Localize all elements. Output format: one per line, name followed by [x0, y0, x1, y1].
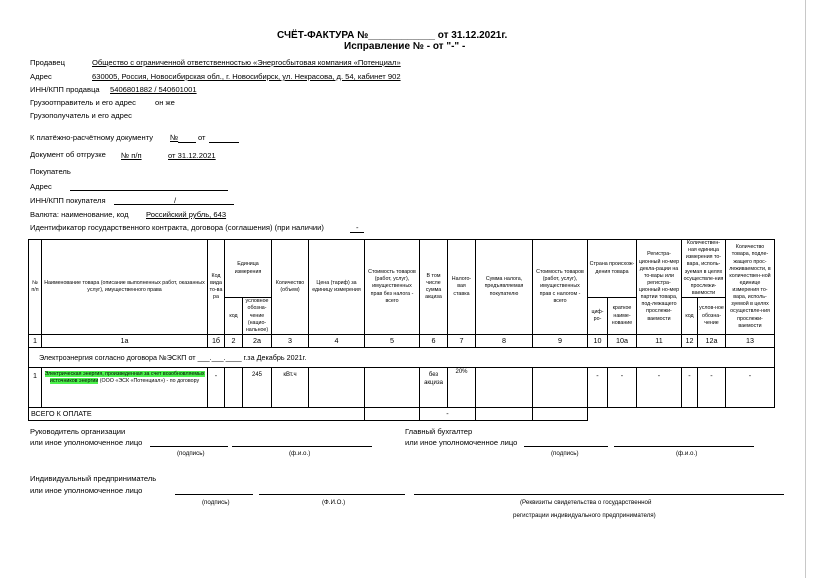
contract-value: - [356, 223, 359, 232]
col-number: 2 [225, 335, 243, 348]
seller-inn-label: ИНН/КПП продавца [30, 85, 100, 94]
row-cost-vat [533, 368, 588, 408]
col-number: 12 [682, 335, 698, 348]
col-number: 11 [637, 335, 682, 348]
col-number: 9 [533, 335, 588, 348]
section-title: Электроэнергия согласно договора №ЭСКП от ___.___.____ г.за Декабрь 2021г. [29, 348, 775, 368]
th-trace-unit: Количествен-ная единица измерения то-вара, исполь-зуемая в целях осуществле-ния прослежи-ваемости [682, 240, 726, 298]
th-trace-name: услов-ное обозна-чение [698, 298, 726, 335]
col-number: 13 [726, 335, 775, 348]
accountant-name-caption: (ф.и.о.) [676, 450, 698, 457]
contract-label: Идентификатор государственного контракта, договора (соглашения) (при наличии) [30, 223, 324, 232]
payment-doc-label: К платёжно-расчётному документу [30, 133, 154, 142]
ip-sign-caption: (подпись) [202, 499, 230, 506]
th-trace-qty: Количество товара, подле-жащего прос-леживаемости, в количествен-ной единице измерения то-вара, исполь-зуемой в целях осуществле-ния прослежи-ваемости [726, 240, 775, 335]
consignee-label: Грузополучатель и его адрес [30, 111, 132, 120]
head-name-caption: (ф.и.о.) [289, 450, 311, 457]
accountant-sign-caption: (подпись) [551, 450, 579, 457]
row-name [42, 368, 208, 408]
th-country: Страна происхож-дения товара [588, 240, 637, 298]
row-name-highlight: Электрическая энергия, произведенная за счет возобновляемых источников энергии [44, 371, 205, 385]
row-country-code: - [588, 368, 608, 408]
th-unit: Единица измерения [225, 240, 272, 298]
row-trace-name: - [698, 368, 726, 408]
total-cost-vat [533, 408, 588, 421]
buyer-address-line [70, 190, 228, 191]
head-sign-line [150, 446, 228, 447]
invoice-title: СЧЁТ-ФАКТУРА №____________ от 31.12.2021г. [277, 30, 508, 41]
total-excise: - [420, 408, 476, 421]
th-cost-novat: Стоимость товаров (работ, услуг), имущественных прав без налога - всего [365, 240, 420, 335]
table-row [29, 368, 775, 408]
currency-value: Российский рубль, 643 [146, 210, 227, 219]
row-trace-code: - [682, 368, 698, 408]
row-no: 1 [29, 368, 42, 408]
ip-name-line [259, 494, 405, 495]
shipper-value: он же [155, 98, 175, 107]
ip-label-1: Индивидуальный предприниматель [30, 474, 157, 483]
total-tax [476, 408, 533, 421]
head-label-1: Руководитель организации [30, 427, 126, 436]
total-cost-novat [365, 408, 420, 421]
page-edge [805, 0, 806, 578]
col-number: 3 [272, 335, 309, 348]
col-number: 1 [29, 335, 42, 348]
correction-title: Исправление № - от "-" - [344, 41, 466, 52]
accountant-sign-line [524, 446, 608, 447]
row-excise: без акциза [420, 368, 448, 408]
payment-doc-from: от [198, 133, 206, 142]
ip-cert-caption-1: (Реквизиты свидетельства о государственной [520, 499, 652, 506]
row-cost-novat [365, 368, 420, 408]
column-numbers-row [29, 335, 775, 348]
th-country-name: краткое наиме-нование [608, 298, 637, 335]
col-number: 1б [208, 335, 225, 348]
th-cost-vat: Стоимость товаров (работ, услуг), имущественных прав с налогом - всего [533, 240, 588, 335]
col-number: 8 [476, 335, 533, 348]
th-qty: Количество (объем) [272, 240, 309, 335]
shipment-doc-value: № п/п [121, 151, 142, 160]
col-number: 10а [608, 335, 637, 348]
row-unit-name: кВт.ч [272, 368, 309, 408]
payment-doc-no: № [170, 133, 179, 142]
head-sign-caption: (подпись) [177, 450, 205, 457]
row-customs: - [637, 368, 682, 408]
th-name: Наименование товара (описание выполненных работ, оказанных услуг), имущественного права [42, 240, 208, 335]
ip-cert-line [414, 494, 784, 495]
shipment-doc-date: от 31.12.2021 [168, 151, 216, 160]
seller-address-label: Адрес [30, 72, 52, 81]
col-number: 10 [588, 335, 608, 348]
shipper-label: Грузоотправитель и его адрес [30, 98, 136, 107]
col-number: 5 [365, 335, 420, 348]
accountant-label-2: или иное уполномоченное лицо [405, 438, 518, 447]
col-number: 4 [309, 335, 365, 348]
contract-line [350, 232, 364, 233]
row-name-rest: (ООО «ЭСК «Потенциал») - по договору [98, 378, 200, 385]
row-rate: 20% [448, 368, 476, 408]
invoice-table [28, 239, 775, 421]
th-kind: Код вида то-ва ра [208, 240, 225, 335]
head-name-line [232, 446, 372, 447]
th-tax: Сумма налога, предъявляемая покупателю [476, 240, 533, 335]
row-unit-code: 245 [243, 368, 272, 408]
seller-address-value: 630005, Россия, Новосибирская обл., г. Новосибирск, ул. Некрасова, д. 54, кабинет 902 [92, 72, 401, 81]
accountant-label-1: Главный бухгалтер [405, 427, 473, 436]
th-unit-name: условное обозна-чение (нацио-нальное) [243, 298, 272, 335]
th-no: № п/п [29, 240, 42, 335]
th-excise: В том числе сумма акциза [420, 240, 448, 335]
row-price [309, 368, 365, 408]
seller-label: Продавец [30, 58, 65, 67]
col-number: 7 [448, 335, 476, 348]
buyer-inn-label: ИНН/КПП покупателя [30, 196, 106, 205]
seller-value: Общество с ограниченной ответственностью «Энергосбытовая компания «Потенциал» [92, 58, 401, 67]
row-country-name: - [608, 368, 637, 408]
th-price: Цена (тариф) за единицу измерения [309, 240, 365, 335]
total-label: ВСЕГО К ОПЛАТЕ [29, 408, 365, 421]
row-kind: - [208, 368, 225, 408]
row-empty-2 [225, 368, 243, 408]
seller-inn-value: 5406801882 / 540601001 [110, 85, 197, 94]
ip-sign-line [175, 494, 253, 495]
th-country-code: циф-ро- [588, 298, 608, 335]
col-number: 12а [698, 335, 726, 348]
buyer-inn-value: / [174, 196, 177, 205]
accountant-name-line [614, 446, 754, 447]
buyer-label: Покупатель [30, 167, 71, 176]
head-label-2: или иное уполномоченное лицо [30, 438, 143, 447]
th-trace-code: код [682, 298, 698, 335]
currency-label: Валюта: наименование, код [30, 210, 129, 219]
th-unit-code: код [225, 298, 243, 335]
total-blank [588, 408, 775, 421]
ip-label-2: или иное уполномоченное лицо [30, 486, 143, 495]
row-tax [476, 368, 533, 408]
buyer-address-label: Адрес [30, 182, 52, 191]
row-trace-qty: - [726, 368, 775, 408]
col-number: 2а [243, 335, 272, 348]
ip-name-caption: (Ф.И.О.) [322, 499, 346, 506]
payment-doc-date-line [209, 142, 239, 143]
th-customs: Регистра-ционный но-мер декла-рации на то-вары или регистра-ционный но-мер партии товара, под-лежащего прослежи-ваемости [637, 240, 682, 335]
th-rate: Налого-вая ставка [448, 240, 476, 335]
payment-doc-no-line [178, 142, 196, 143]
col-number: 6 [420, 335, 448, 348]
total-row [29, 408, 775, 421]
col-number: 1а [42, 335, 208, 348]
shipment-doc-label: Документ об отгрузке [30, 150, 106, 159]
ip-cert-caption-2: регистрации индивидуального предпринимателя) [513, 512, 656, 519]
